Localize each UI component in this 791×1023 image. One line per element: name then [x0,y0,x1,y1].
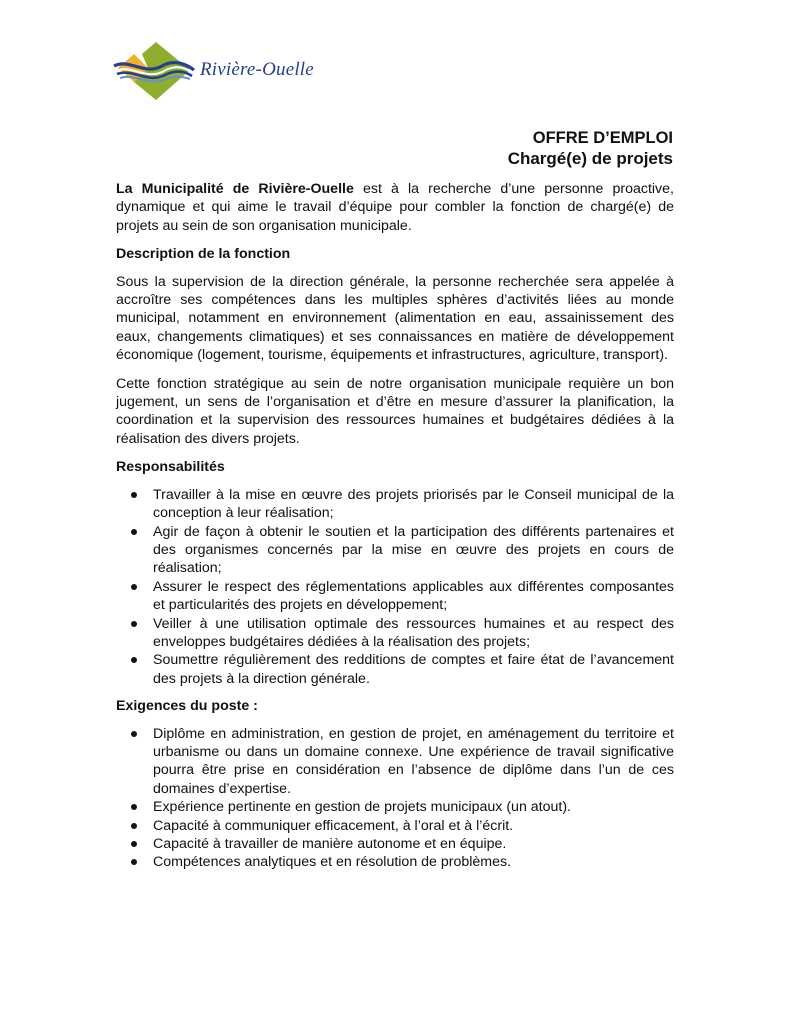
list-item-text: Capacité à communiquer efficacement, à l’oral et à l’écrit. [153,817,514,834]
intro-text: est à la recherche d’une personne proactive, dynamique et qui aime le travail d’équipe pour combler la fonction de chargé(e) de projets au sein de son organisation municipale. [116,181,674,234]
requirements-heading: Exigences du poste : [116,698,258,715]
job-offer-body [116,180,674,881]
municipality-logo [112,42,342,104]
requirements-list [116,725,674,872]
bullet-icon [131,859,137,865]
list-item [116,578,674,615]
description-paragraph: Cette fonction stratégique au sein de notre organisation municipale requière un bon jugement, un sens de l’organisation et d’être en mesure d’assurer la planification, la coordination et la supervision des ressources humaines et budgétaires dédiées à la réalisation des divers projets. [116,375,674,447]
responsibilities-list [116,486,674,688]
page-title: OFFRE D’EMPLOI [532,129,673,147]
list-item-text: Compétences analytiques et en résolution de problèmes. [153,854,512,871]
list-item [116,817,674,835]
list-item [116,486,674,523]
page-subtitle: Chargé(e) de projets [507,149,673,168]
bullet-icon [131,823,137,829]
list-item [116,651,674,688]
bullet-icon [131,804,137,810]
list-item-text: Diplôme en administration, en gestion de projet, en aménagement du territoire et urbanisme ou dans un domaine connexe. Une expérience de travail significative pourra être prise en considération en l’absence de diplôme dans l’un de ces domaines d’expertise. [153,725,674,797]
description-heading: Description de la fonction [116,246,291,263]
list-item-text: Expérience pertinente en gestion de projets municipaux (un atout). [153,799,571,816]
logo-text: Rivière-Ouelle [200,59,314,80]
list-item-text: Agir de façon à obtenir le soutien et la participation des différents partenaires et des organismes concernés par la mise en œuvre des projets en cours de réalisation; [153,523,674,577]
intro-org-name: La Municipalité de Rivière-Ouelle [116,181,354,197]
list-item-text: Soumettre régulièrement des redditions de comptes et faire état de l’avancement des projets à la direction générale. [153,652,674,687]
title-block [508,128,673,169]
bullet-icon [131,731,137,737]
responsibilities-heading: Responsabilités [116,459,225,476]
list-item-text: Assurer le respect des réglementations applicables aux différentes composantes et particularités des projets en développement; [153,578,674,614]
intro-paragraph [116,180,674,235]
list-item [116,798,674,816]
bullet-icon [131,584,137,590]
list-item [116,523,674,578]
description-paragraph: Sous la supervision de la direction générale, la personne recherchée sera appelée à accroître ses compétences dans les multiples sphères d’activités liées au monde municipal, notamment en environnement (alimentation en eau, assainissement des eaux, changements climatiques) et ses connaissances en matière de développement économique (logement, tourisme, équipements et infrastructures, agriculture, transport). [116,273,674,364]
list-item [116,835,674,853]
list-item [116,725,674,799]
list-item [116,615,674,652]
logo-emblem-icon [112,42,198,104]
bullet-icon [131,841,137,847]
list-item-text: Capacité à travailler de manière autonome et en équipe. [153,836,507,852]
bullet-icon [131,492,137,498]
list-item-text: Travailler à la mise en œuvre des projets priorisés par le Conseil municipal de la conception à leur réalisation; [153,486,674,522]
bullet-icon [131,657,137,663]
bullet-icon [131,621,137,627]
list-item [116,853,674,871]
list-item-text: Veiller à une utilisation optimale des ressources humaines et au respect des enveloppes budgétaires dédiées à la réalisation des projets; [153,615,674,650]
bullet-icon [131,529,137,535]
